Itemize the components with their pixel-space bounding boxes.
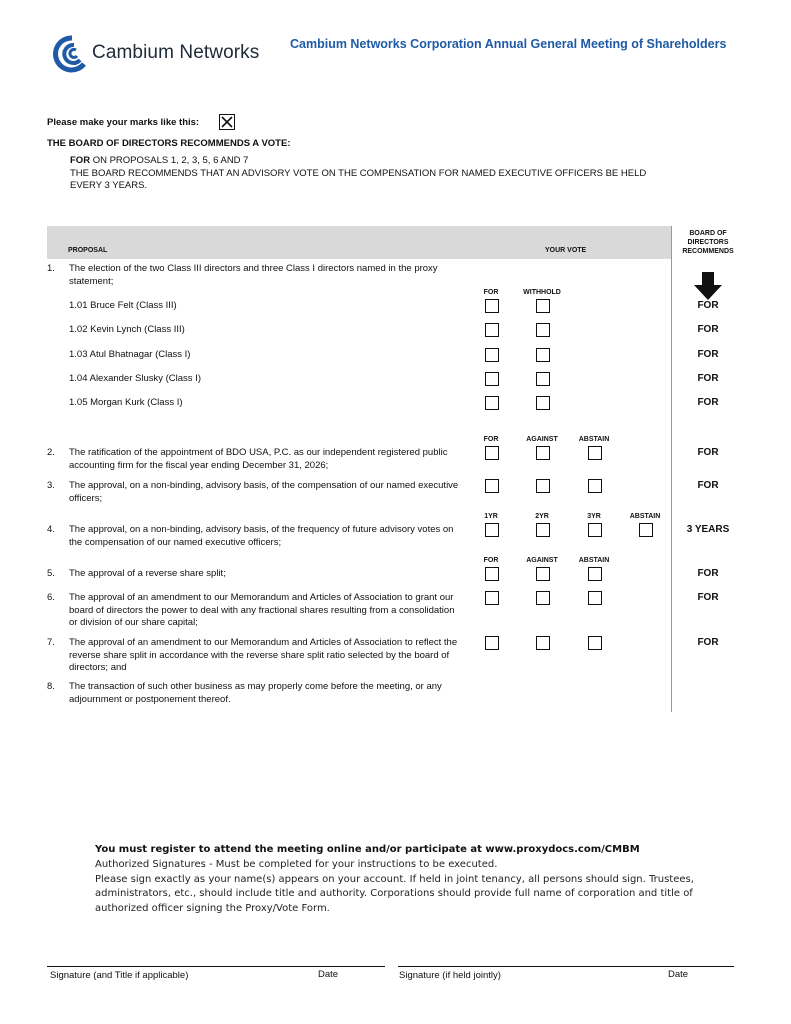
2yr-column-label: 2YR bbox=[535, 513, 549, 520]
nominee-5-recommendation: FOR bbox=[697, 397, 719, 408]
proposal-5-for-checkbox[interactable] bbox=[485, 567, 499, 581]
proposal-2-number: 2. bbox=[47, 447, 55, 458]
nominee-4-for-checkbox[interactable] bbox=[485, 372, 499, 386]
proposal-6-recommendation: FOR bbox=[697, 592, 719, 603]
abstain-column-label: ABSTAIN bbox=[578, 557, 610, 564]
proposal-7-number: 7. bbox=[47, 637, 55, 648]
proposal-2-for-checkbox[interactable] bbox=[485, 446, 499, 460]
proposal-3-number: 3. bbox=[47, 480, 55, 491]
table-header-bar bbox=[47, 226, 671, 259]
proposal-5-recommendation: FOR bbox=[697, 568, 719, 579]
proposal-6-against-checkbox[interactable] bbox=[536, 591, 550, 605]
proposal-6-text: The approval of an amendment to our Memorandum and Articles of Association to grant our board of directors the power to deal with any fractional shares resulting from a consolidation or division of our share capital; bbox=[69, 592, 455, 628]
sign-exactly-paragraph: Please sign exactly as your name(s) appears on your account. If held in joint tenancy, all persons should sign. Trustees, administrators, etc., should include title and authority. Corporations should provide full name of corporation and title of authorized officer signing the Proxy/Vote Form. bbox=[95, 873, 694, 914]
proposal-3-abstain-checkbox[interactable] bbox=[588, 479, 602, 493]
for-column-label: FOR bbox=[483, 557, 499, 564]
nominee-5-for-checkbox[interactable] bbox=[485, 396, 499, 410]
against-column-label: AGAINST bbox=[526, 557, 558, 564]
proposal-1-number: 1. bbox=[47, 263, 55, 274]
recommendation-text bbox=[70, 155, 680, 193]
recommend-for-line bbox=[70, 155, 680, 168]
nominee-4-label: 1.04 Alexander Slusky (Class I) bbox=[69, 373, 202, 384]
proposal-1-text: The election of the two Class III directors and three Class I directors named in the proxy statement; bbox=[69, 263, 438, 287]
proposal-6-number: 6. bbox=[47, 592, 55, 603]
nominee-4-recommendation: FOR bbox=[697, 373, 719, 384]
proposal-5-number: 5. bbox=[47, 568, 55, 579]
proposal-4-recommendation: 3 YEARS bbox=[686, 524, 730, 535]
proposal-7-abstain-checkbox[interactable] bbox=[588, 636, 602, 650]
proposal-2-abstain-checkbox[interactable] bbox=[588, 446, 602, 460]
nominee-5-label: 1.05 Morgan Kurk (Class I) bbox=[69, 397, 183, 408]
your-vote-column-header: YOUR VOTE bbox=[545, 247, 587, 254]
proposal-6-for-checkbox[interactable] bbox=[485, 591, 499, 605]
date-1-label: Date bbox=[318, 969, 339, 980]
signature-2-label: Signature (if held jointly) bbox=[399, 970, 501, 981]
proposal-5-against-checkbox[interactable] bbox=[536, 567, 550, 581]
proposal-7-against-checkbox[interactable] bbox=[536, 636, 550, 650]
proposal-4-2yr-checkbox[interactable] bbox=[536, 523, 550, 537]
signature-instructions bbox=[95, 858, 715, 916]
against-column-label: AGAINST bbox=[526, 436, 558, 443]
abstain-column-label: ABSTAIN bbox=[578, 436, 610, 443]
proposal-3-for-checkbox[interactable] bbox=[485, 479, 499, 493]
nominee-3-label: 1.03 Atul Bhatnagar (Class I) bbox=[69, 349, 191, 360]
board-recommends-column-header: BOARD OF DIRECTORS RECOMMENDS bbox=[682, 230, 734, 255]
proposal-5-abstain-checkbox[interactable] bbox=[588, 567, 602, 581]
3yr-column-label: 3YR bbox=[587, 513, 601, 520]
for-word: FOR bbox=[70, 155, 91, 166]
proposal-column-header: PROPOSAL bbox=[68, 247, 108, 254]
nominee-3-withhold-checkbox[interactable] bbox=[536, 348, 550, 362]
signature-1-label: Signature (and Title if applicable) bbox=[50, 970, 189, 981]
proposal-7-text: The approval of an amendment to our Memorandum and Articles of Association to reflect the reverse share split in accordance with the reverse share split ratio selected by the board of directors; and bbox=[69, 637, 458, 673]
nominee-3-for-checkbox[interactable] bbox=[485, 348, 499, 362]
abstain-column-label: ABSTAIN bbox=[629, 513, 661, 520]
cambium-logo-icon bbox=[50, 34, 90, 74]
proposal-8-number: 8. bbox=[47, 681, 55, 692]
nominee-1-recommendation: FOR bbox=[697, 300, 719, 311]
register-notice: You must register to attend the meeting online and/or participate at www.proxydocs.com/CMBM bbox=[95, 844, 640, 855]
proposal-7-recommendation: FOR bbox=[697, 637, 719, 648]
for-column-label: FOR bbox=[483, 289, 499, 296]
nominee-5-withhold-checkbox[interactable] bbox=[536, 396, 550, 410]
board-recommends-heading: THE BOARD OF DIRECTORS RECOMMENDS A VOTE: bbox=[47, 138, 291, 149]
proposal-8-text: The transaction of such other business as may properly come before the meeting, or any adjournment or postponement thereof. bbox=[69, 681, 442, 705]
nominee-2-withhold-checkbox[interactable] bbox=[536, 323, 550, 337]
proposal-2-against-checkbox[interactable] bbox=[536, 446, 550, 460]
nominee-1-label: 1.01 Bruce Felt (Class III) bbox=[69, 300, 177, 311]
for-proposals: ON PROPOSALS 1, 2, 3, 5, 6 AND 7 bbox=[90, 155, 249, 166]
proposal-5-text: The approval of a reverse share split; bbox=[69, 568, 226, 579]
1yr-column-label: 1YR bbox=[484, 513, 498, 520]
proposal-4-text: The approval, on a non-binding, advisory basis, of the frequency of future advisory votes on the compensation of our named executive officers; bbox=[69, 524, 454, 548]
nominee-1-for-checkbox[interactable] bbox=[485, 299, 499, 313]
proposal-3-against-checkbox[interactable] bbox=[536, 479, 550, 493]
proposal-4-1yr-checkbox[interactable] bbox=[485, 523, 499, 537]
proposal-4-3yr-checkbox[interactable] bbox=[588, 523, 602, 537]
proposal-7-for-checkbox[interactable] bbox=[485, 636, 499, 650]
nominee-2-for-checkbox[interactable] bbox=[485, 323, 499, 337]
proposal-4-abstain-checkbox[interactable] bbox=[639, 523, 653, 537]
proposal-4-number: 4. bbox=[47, 524, 55, 535]
nominee-4-withhold-checkbox[interactable] bbox=[536, 372, 550, 386]
nominee-2-recommendation: FOR bbox=[697, 324, 719, 335]
advisory-line: THE BOARD RECOMMENDS THAT AN ADVISORY VOTE ON THE COMPENSATION FOR NAMED EXECUTIVE OFFICERS BE HELD EVERY 3 YEARS. bbox=[70, 167, 647, 191]
nominee-3-recommendation: FOR bbox=[697, 349, 719, 360]
proposal-2-recommendation: FOR bbox=[697, 447, 719, 458]
signature-line-2[interactable] bbox=[398, 966, 734, 967]
proposal-3-text: The approval, on a non-binding, advisory basis, of the compensation of our named executive officers; bbox=[69, 480, 459, 504]
date-2-label: Date bbox=[668, 969, 689, 980]
proposal-2-text: The ratification of the appointment of BDO USA, P.C. as our independent registered public accounting firm for the fiscal year ending December 31, 2026; bbox=[69, 447, 448, 471]
logo-wordmark: Cambium Networks bbox=[92, 42, 260, 63]
proposal-6-abstain-checkbox[interactable] bbox=[588, 591, 602, 605]
withhold-column-label: WITHHOLD bbox=[523, 289, 561, 296]
for-column-label: FOR bbox=[483, 436, 499, 443]
x-mark-icon bbox=[220, 115, 234, 129]
nominee-2-label: 1.02 Kevin Lynch (Class III) bbox=[69, 324, 185, 335]
signature-line-1[interactable] bbox=[47, 966, 385, 967]
proposal-3-recommendation: FOR bbox=[697, 480, 719, 491]
authorized-signatures-line: Authorized Signatures - Must be completed for your instructions to be executed. bbox=[95, 859, 498, 870]
example-mark-checkbox bbox=[219, 114, 235, 130]
marks-instruction: Please make your marks like this: bbox=[47, 117, 200, 128]
page-title: Cambium Networks Corporation Annual General Meeting of Shareholders bbox=[290, 37, 727, 51]
nominee-1-withhold-checkbox[interactable] bbox=[536, 299, 550, 313]
